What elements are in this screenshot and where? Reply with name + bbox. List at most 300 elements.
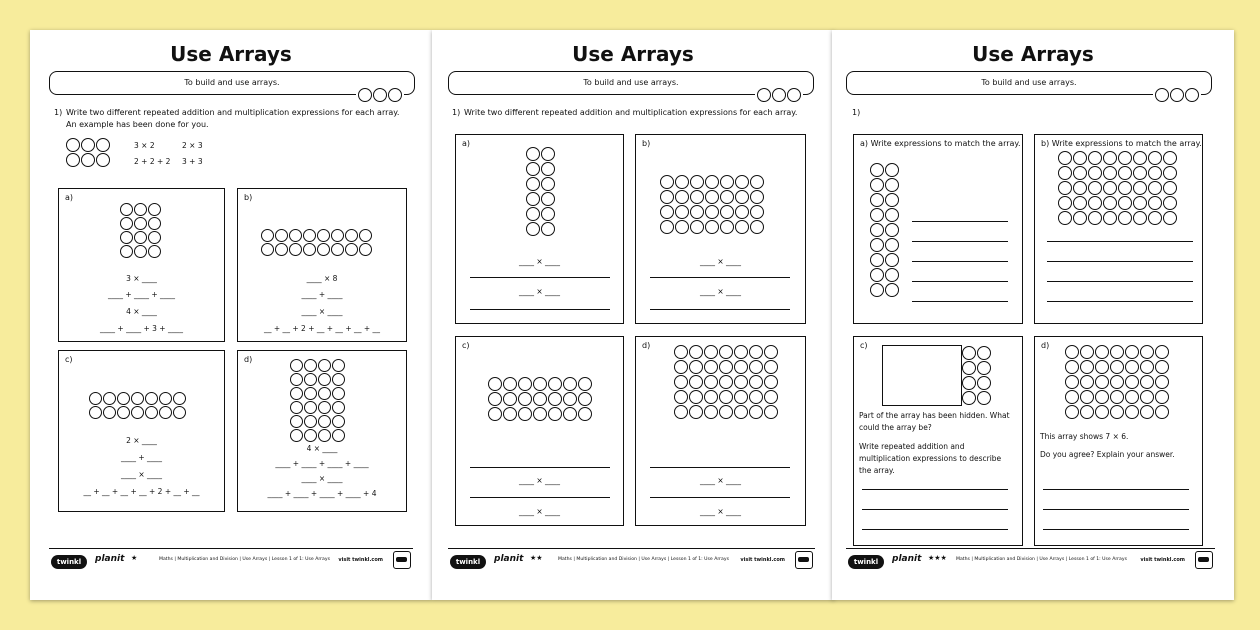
array-circle <box>134 217 147 230</box>
array-circle <box>705 175 719 189</box>
answer-line[interactable]: ____ × ____ <box>699 476 742 485</box>
answer-line[interactable]: ____ + ____ + ____ + ____ + 4 <box>267 489 377 498</box>
array-circle <box>488 377 502 391</box>
array-circle <box>1163 166 1177 180</box>
array-circle <box>885 163 899 177</box>
difficulty-circles <box>755 88 803 102</box>
question-box-b <box>1034 134 1203 324</box>
array-circle <box>750 175 764 189</box>
array-circle <box>1095 360 1109 374</box>
array-circle <box>1058 211 1072 225</box>
array-circle <box>675 205 689 219</box>
array-circle <box>66 153 80 167</box>
question-text: Write two different repeated addition and multiplication expressions for each array. <box>66 108 400 117</box>
self-assess-circle <box>757 88 771 102</box>
answer-rule[interactable] <box>650 497 790 498</box>
array-circle <box>290 387 303 400</box>
array-circle <box>103 392 116 405</box>
array-circle <box>704 390 718 404</box>
array-circle <box>1058 166 1072 180</box>
array-circle <box>275 243 288 256</box>
array-circle <box>148 231 161 244</box>
array-circle <box>290 415 303 428</box>
array-circle <box>1073 211 1087 225</box>
circle-array <box>660 175 764 234</box>
array-circle <box>518 392 532 406</box>
array-circle <box>332 415 345 428</box>
question-prompt: Part of the array has been hidden. What could the array be? <box>859 411 1010 432</box>
array-circle <box>1095 405 1109 419</box>
worksheet-footer <box>448 548 815 574</box>
array-circle <box>690 205 704 219</box>
array-circle <box>885 253 899 267</box>
array-circle <box>749 375 763 389</box>
twinkl-logo: twinkl <box>848 555 884 569</box>
answer-rule[interactable] <box>1047 301 1193 302</box>
array-circle <box>148 203 161 216</box>
answer-rule[interactable] <box>1043 509 1189 510</box>
array-circle <box>1088 181 1102 195</box>
array-circle <box>749 390 763 404</box>
array-circle <box>526 162 540 176</box>
difficulty-circles <box>356 88 404 102</box>
array-circle <box>1133 196 1147 210</box>
box-label: a) <box>65 193 74 202</box>
array-circle <box>1155 390 1169 404</box>
answer-line[interactable]: ____ × ____ <box>699 287 742 296</box>
array-circle <box>1118 181 1132 195</box>
array-circle <box>690 175 704 189</box>
array-circle <box>870 253 884 267</box>
array-circle <box>1080 345 1094 359</box>
self-assess-circle <box>1155 88 1169 102</box>
question-instructions <box>852 107 1202 119</box>
array-circle <box>704 345 718 359</box>
answer-line[interactable]: 4 × ____ <box>126 307 157 316</box>
box-label: b) <box>642 139 651 148</box>
array-circle <box>704 360 718 374</box>
box-label: d) <box>1041 341 1050 350</box>
question-text: Write two different repeated addition and multiplication expressions for each array. <box>464 108 798 117</box>
example-expression: 3 × 2 <box>134 141 155 150</box>
worksheet-title: Use Arrays <box>170 42 292 66</box>
array-circle <box>977 346 991 360</box>
array-circle <box>1163 211 1177 225</box>
array-circle <box>977 361 991 375</box>
planit-logo: planit <box>494 554 524 564</box>
answer-line[interactable]: ____ × ____ <box>301 307 343 316</box>
array-circle <box>1103 196 1117 210</box>
array-circle <box>690 220 704 234</box>
array-circle <box>1110 375 1124 389</box>
answer-rule[interactable] <box>470 277 610 278</box>
array-circle <box>1133 151 1147 165</box>
question-number: 1) <box>852 108 861 117</box>
question-instructions <box>54 107 404 131</box>
array-circle <box>675 175 689 189</box>
array-circle <box>518 377 532 391</box>
answer-line[interactable]: ____ + ____ <box>301 290 343 299</box>
array-circle <box>689 390 703 404</box>
answer-rule[interactable] <box>470 309 610 310</box>
array-circle <box>117 406 130 419</box>
array-circle <box>720 220 734 234</box>
array-circle <box>962 346 976 360</box>
question-box-a <box>455 134 624 324</box>
array-circle <box>1088 151 1102 165</box>
array-circle <box>689 405 703 419</box>
array-circle <box>89 406 102 419</box>
array-circle <box>1155 405 1169 419</box>
array-circle <box>1065 375 1079 389</box>
worksheet-1 <box>30 30 432 600</box>
array-circle <box>870 283 884 297</box>
array-circle <box>173 406 186 419</box>
array-circle <box>345 243 358 256</box>
answer-line[interactable]: 4 × ____ <box>306 444 338 453</box>
array-circle <box>289 229 302 242</box>
quality-badge-icon <box>795 551 813 569</box>
answer-line[interactable]: ____ × ____ <box>301 474 343 483</box>
array-circle <box>674 360 688 374</box>
answer-rule[interactable] <box>1043 489 1189 490</box>
answer-line[interactable]: ____ + ____ + 3 + ____ <box>100 324 183 333</box>
answer-line[interactable]: ____ × ____ <box>518 287 561 296</box>
answer-line[interactable]: ____ + ____ + ____ + ____ <box>275 459 369 468</box>
array-circle <box>705 205 719 219</box>
answer-line[interactable]: __ + __ + __ + __ + 2 + __ + __ <box>83 487 200 496</box>
answer-line[interactable]: ____ + ____ <box>120 453 163 462</box>
question-prompt: Do you agree? Explain your answer. <box>1040 450 1175 459</box>
answer-line[interactable]: ____ + ____ + ____ <box>107 290 176 299</box>
planit-logo: planit <box>95 554 125 564</box>
answer-line[interactable]: __ + __ + 2 + __ + __ + __ + __ <box>263 324 381 333</box>
objective-text: To build and use arrays. <box>981 78 1077 87</box>
circle-array <box>488 377 592 421</box>
array-circle <box>134 245 147 258</box>
footer-website-link[interactable]: visit twinkl.com <box>1140 557 1185 563</box>
array-circle <box>120 217 133 230</box>
array-circle <box>1080 375 1094 389</box>
array-circle <box>1125 375 1139 389</box>
box-label: a) Write expressions to match the array. <box>860 139 1021 148</box>
array-circle <box>317 229 330 242</box>
array-circle <box>764 390 778 404</box>
array-circle <box>117 392 130 405</box>
array-circle <box>541 177 555 191</box>
answer-rule[interactable] <box>912 301 1008 302</box>
array-circle <box>1073 196 1087 210</box>
difficulty-stars: ★★★ <box>928 554 947 562</box>
array-circle <box>674 390 688 404</box>
answer-line[interactable]: ____ × ____ <box>518 257 561 266</box>
array-circle <box>1125 405 1139 419</box>
array-circle <box>131 392 144 405</box>
self-assess-circle <box>772 88 786 102</box>
array-circle <box>1095 375 1109 389</box>
box-label: a) <box>462 139 471 148</box>
answer-line[interactable]: 2 × ____ <box>126 436 157 445</box>
array-circle <box>962 376 976 390</box>
array-circle <box>689 375 703 389</box>
array-circle <box>885 193 899 207</box>
box-label: c) <box>462 341 470 350</box>
answer-rule[interactable] <box>1047 281 1193 282</box>
array-circle <box>503 407 517 421</box>
array-circle <box>1065 345 1079 359</box>
quality-badge-icon <box>1195 551 1213 569</box>
array-circle <box>870 163 884 177</box>
array-circle <box>734 405 748 419</box>
array-circle <box>541 192 555 206</box>
array-circle <box>503 392 517 406</box>
answer-rule[interactable] <box>912 221 1008 222</box>
array-circle <box>1163 151 1177 165</box>
array-circle <box>749 345 763 359</box>
answer-line[interactable]: ____ × ____ <box>699 507 742 516</box>
answer-rule[interactable] <box>862 529 1008 530</box>
array-circle <box>1155 345 1169 359</box>
array-circle <box>1103 211 1117 225</box>
array-circle <box>318 401 331 414</box>
answer-rule[interactable] <box>912 281 1008 282</box>
example-expression: 2 × 3 <box>182 141 203 150</box>
self-assess-circle <box>373 88 387 102</box>
array-circle <box>870 238 884 252</box>
array-circle <box>1103 181 1117 195</box>
array-circle <box>1148 181 1162 195</box>
array-circle <box>488 392 502 406</box>
array-circle <box>764 360 778 374</box>
array-circle <box>749 405 763 419</box>
array-circle <box>885 178 899 192</box>
array-circle <box>962 391 976 405</box>
array-circle <box>674 375 688 389</box>
array-circle <box>1103 151 1117 165</box>
self-assess-circle <box>1185 88 1199 102</box>
twinkl-logo: twinkl <box>450 555 486 569</box>
array-circle <box>1058 151 1072 165</box>
array-circle <box>1148 211 1162 225</box>
array-circle <box>148 245 161 258</box>
array-circle <box>1073 151 1087 165</box>
array-circle <box>332 359 345 372</box>
array-circle <box>548 392 562 406</box>
question-box-c <box>853 336 1023 546</box>
array-circle <box>120 203 133 216</box>
array-circle <box>1155 375 1169 389</box>
question-prompt: Write repeated addition and multiplication expressions to describe the array. <box>859 442 1002 475</box>
array-circle <box>1088 166 1102 180</box>
answer-rule[interactable] <box>650 277 790 278</box>
array-circle <box>290 401 303 414</box>
array-circle <box>674 405 688 419</box>
array-circle <box>689 360 703 374</box>
array-circle <box>1118 196 1132 210</box>
box-label: d) <box>244 355 253 364</box>
array-circle <box>290 373 303 386</box>
array-circle <box>145 406 158 419</box>
array-circle <box>735 220 749 234</box>
array-circle <box>548 407 562 421</box>
array-circle <box>304 401 317 414</box>
array-circle <box>1148 166 1162 180</box>
array-circle <box>1065 390 1079 404</box>
answer-rule[interactable] <box>862 489 1008 490</box>
array-circle <box>1110 390 1124 404</box>
quality-badge-icon <box>393 551 411 569</box>
array-circle <box>533 392 547 406</box>
array-circle <box>1110 345 1124 359</box>
array-circle <box>734 345 748 359</box>
array-circle <box>526 177 540 191</box>
array-circle <box>488 407 502 421</box>
array-circle <box>660 205 674 219</box>
answer-rule[interactable] <box>1047 261 1193 262</box>
array-circle <box>1058 196 1072 210</box>
worksheet-3 <box>832 30 1234 600</box>
array-circle <box>578 392 592 406</box>
array-circle <box>750 220 764 234</box>
self-assess-circle <box>358 88 372 102</box>
array-circle <box>660 190 674 204</box>
array-circle <box>541 147 555 161</box>
self-assess-circle <box>388 88 402 102</box>
array-circle <box>359 229 372 242</box>
footer-rule <box>448 548 815 549</box>
answer-line[interactable]: 3 × ____ <box>126 274 157 283</box>
array-circle <box>1095 345 1109 359</box>
answer-rule[interactable] <box>1043 529 1189 530</box>
box-label: c) <box>65 355 73 364</box>
answer-rule[interactable] <box>912 241 1008 242</box>
answer-line[interactable]: ____ × ____ <box>120 470 163 479</box>
array-circle <box>173 392 186 405</box>
circle-array <box>674 345 778 419</box>
array-circle <box>289 243 302 256</box>
array-circle <box>870 223 884 237</box>
question-number: 1) <box>452 108 461 117</box>
answer-rule[interactable] <box>912 261 1008 262</box>
array-circle <box>526 207 540 221</box>
array-circle <box>533 377 547 391</box>
answer-line[interactable]: ____ × ____ <box>518 507 561 516</box>
self-assess-circle <box>1170 88 1184 102</box>
array-circle <box>704 375 718 389</box>
array-circle <box>159 406 172 419</box>
array-circle <box>290 359 303 372</box>
array-circle <box>261 243 274 256</box>
array-circle <box>719 345 733 359</box>
array-circle <box>735 190 749 204</box>
array-circle <box>331 243 344 256</box>
answer-rule[interactable] <box>650 309 790 310</box>
footer-rule <box>846 548 1215 549</box>
array-circle <box>331 229 344 242</box>
array-circle <box>764 345 778 359</box>
difficulty-stars: ★★ <box>530 554 543 562</box>
array-circle <box>734 390 748 404</box>
array-circle <box>1058 181 1072 195</box>
array-circle <box>870 178 884 192</box>
array-circle <box>764 405 778 419</box>
circle-array <box>962 346 991 405</box>
answer-rule[interactable] <box>470 497 610 498</box>
question-box-c <box>58 350 225 512</box>
array-circle <box>304 359 317 372</box>
array-circle <box>735 205 749 219</box>
answer-line[interactable]: ____ × ____ <box>518 476 561 485</box>
question-box-d <box>237 350 407 512</box>
answer-rule[interactable] <box>862 509 1008 510</box>
array-circle <box>145 392 158 405</box>
array-circle <box>304 373 317 386</box>
question-text-example: An example has been done for you. <box>66 120 209 129</box>
array-circle <box>870 268 884 282</box>
circle-array <box>261 229 372 256</box>
learning-objective <box>846 71 1212 95</box>
circle-array <box>290 359 345 442</box>
array-circle <box>134 231 147 244</box>
array-circle <box>318 373 331 386</box>
footer-website-link[interactable]: visit twinkl.com <box>338 557 383 563</box>
circle-array <box>526 147 555 236</box>
array-circle <box>1133 166 1147 180</box>
array-circle <box>89 392 102 405</box>
array-circle <box>332 401 345 414</box>
question-prompt: This array shows 7 × 6. <box>1040 432 1129 441</box>
footer-website-link[interactable]: visit twinkl.com <box>740 557 785 563</box>
answer-line[interactable]: ____ × 8 <box>306 274 338 283</box>
array-circle <box>81 153 95 167</box>
array-circle <box>332 373 345 386</box>
array-circle <box>1088 211 1102 225</box>
answer-rule[interactable] <box>1047 241 1193 242</box>
array-circle <box>885 208 899 222</box>
array-circle <box>1155 360 1169 374</box>
array-circle <box>526 147 540 161</box>
answer-rule[interactable] <box>470 467 610 468</box>
array-circle <box>541 162 555 176</box>
answer-line[interactable]: ____ × ____ <box>699 257 742 266</box>
array-circle <box>764 375 778 389</box>
array-circle <box>675 220 689 234</box>
difficulty-stars: ★ <box>131 554 138 562</box>
array-circle <box>533 407 547 421</box>
array-circle <box>750 205 764 219</box>
question-box-b <box>635 134 806 324</box>
array-circle <box>1148 151 1162 165</box>
array-circle <box>870 193 884 207</box>
footer-rule <box>49 548 413 549</box>
array-circle <box>962 361 976 375</box>
array-circle <box>541 207 555 221</box>
array-circle <box>1110 360 1124 374</box>
array-circle <box>541 222 555 236</box>
array-circle <box>578 407 592 421</box>
array-circle <box>345 229 358 242</box>
array-circle <box>120 231 133 244</box>
worksheet-2 <box>432 30 834 600</box>
array-circle <box>96 153 110 167</box>
worksheet-footer <box>846 548 1215 574</box>
array-circle <box>1088 196 1102 210</box>
box-label: b) Write expressions to match the array. <box>1041 139 1202 148</box>
array-circle <box>159 392 172 405</box>
answer-rule[interactable] <box>650 467 790 468</box>
array-circle <box>1080 360 1094 374</box>
array-circle <box>1133 211 1147 225</box>
